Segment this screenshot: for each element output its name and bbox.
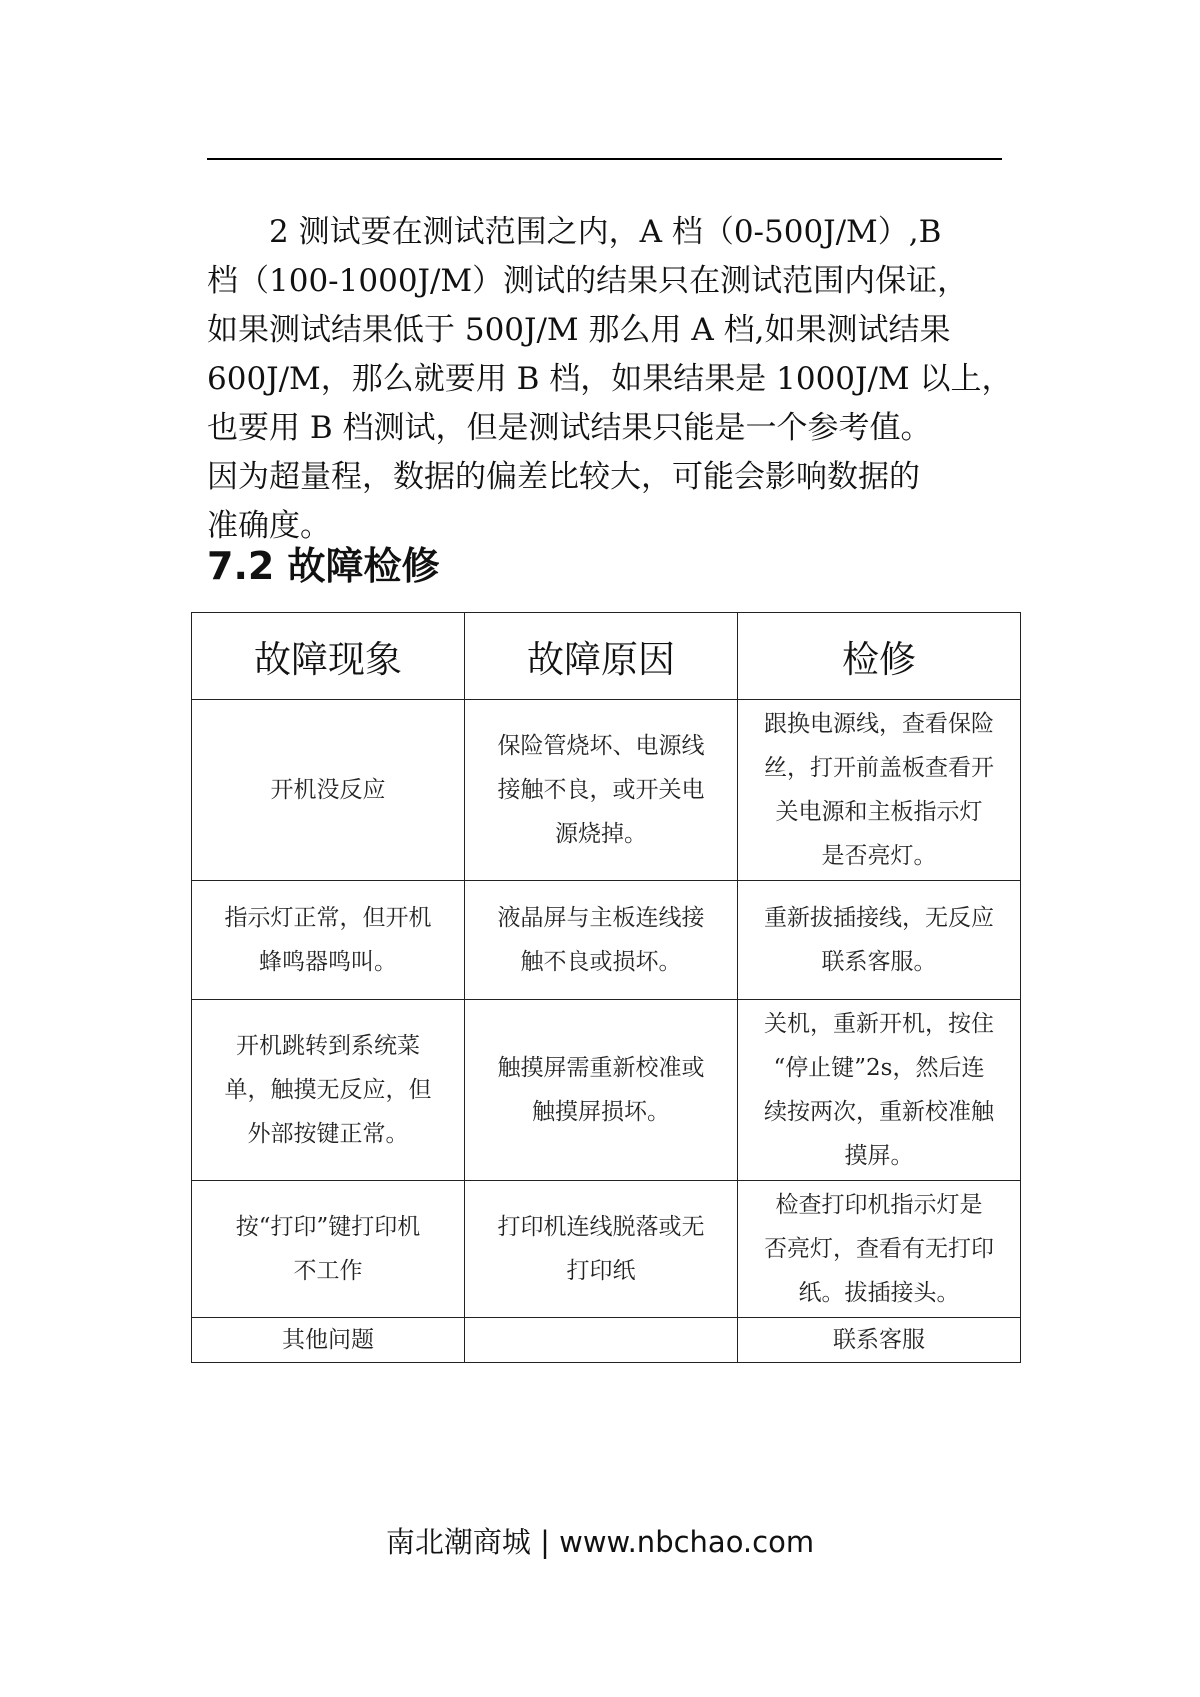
paragraph-line: 因为超量程，数据的偏差比较大，可能会影响数据的	[207, 459, 920, 495]
cell-line: 续按两次，重新校准触	[764, 1099, 994, 1125]
paragraph-line: 档（100-1000J/M）测试的结果只在测试范围内保证，	[207, 263, 969, 299]
cell-line: 纸。拔插接头。	[798, 1280, 960, 1306]
cell-line: 蜂鸣器鸣叫。	[259, 949, 397, 975]
cell-cause	[465, 700, 738, 881]
cell-line: 联系客服。	[821, 949, 937, 975]
cell-cause	[465, 881, 738, 1000]
cell-symptom	[192, 1318, 465, 1363]
cell-line: 不工作	[293, 1258, 363, 1284]
cell-cause	[465, 1181, 738, 1318]
cell-line: 接触不良，或开关电	[497, 777, 705, 803]
cell-line: 外部按键正常。	[247, 1121, 409, 1147]
cell-line: 按“打印”键打印机	[235, 1214, 421, 1240]
cell-repair	[738, 700, 1021, 881]
cell-line: “停止键”2s，然后连	[773, 1055, 985, 1081]
cell-repair	[738, 1318, 1021, 1363]
paragraph-line: 如果测试结果低于 500J/M 那么用 A 档,如果测试结果	[207, 312, 951, 348]
cell-repair	[738, 1000, 1021, 1181]
table-row	[192, 1181, 1021, 1318]
cell-line: 关电源和主板指示灯	[775, 799, 983, 825]
cell-line: 开机跳转到系统菜	[236, 1033, 420, 1059]
cell-line: 其他问题	[282, 1327, 374, 1353]
header-repair: 检修	[738, 613, 1021, 700]
header-symptom: 故障现象	[192, 613, 465, 700]
cell-line: 重新拔插接线，无反应	[764, 905, 994, 931]
cell-line: 打印机连线脱落或无	[497, 1214, 705, 1240]
cell-repair	[738, 881, 1021, 1000]
table-row	[192, 1318, 1021, 1363]
header-rule	[207, 158, 1002, 160]
cell-line: 指示灯正常，但开机	[224, 905, 432, 931]
cell-repair	[738, 1181, 1021, 1318]
paragraph-line: 600J/M，那么就要用 B 档，如果结果是 1000J/M 以上，	[207, 361, 1013, 397]
cell-line: 否亮灯，查看有无打印	[764, 1236, 994, 1262]
cell-line: 是否亮灯。	[821, 843, 937, 869]
table-row	[192, 1000, 1021, 1181]
cell-line: 触摸屏需重新校准或	[497, 1055, 705, 1081]
cell-cause	[465, 1000, 738, 1181]
cell-line: 关机，重新开机，按住	[764, 1011, 994, 1037]
cell-line: 保险管烧坏、电源线	[497, 733, 705, 759]
cell-line: 单，触摸无反应，但	[224, 1077, 432, 1103]
cell-line: 检查打印机指示灯是	[775, 1192, 983, 1218]
cell-symptom	[192, 881, 465, 1000]
cell-symptom	[192, 1000, 465, 1181]
cell-line: 开机没反应	[270, 777, 386, 803]
cell-line: 跟换电源线，查看保险	[764, 711, 994, 737]
paragraph-line: 准确度。	[207, 508, 331, 544]
body-paragraph	[207, 208, 1013, 551]
cell-cause	[465, 1318, 738, 1363]
cell-line: 打印纸	[566, 1258, 636, 1284]
cell-line: 触不良或损坏。	[520, 949, 682, 975]
cell-symptom	[192, 1181, 465, 1318]
cell-line: 联系客服	[833, 1327, 925, 1353]
cell-line: 摸屏。	[844, 1143, 914, 1169]
table-row	[192, 700, 1021, 881]
table-header-row	[192, 613, 1021, 700]
table-row	[192, 881, 1021, 1000]
cell-line: 源烧掉。	[555, 821, 647, 847]
header-cause: 故障原因	[465, 613, 738, 700]
cell-line: 触摸屏损坏。	[532, 1099, 670, 1125]
cell-line: 液晶屏与主板连线接	[497, 905, 705, 931]
fault-table	[191, 612, 1021, 1363]
paragraph-line: 也要用 B 档测试，但是测试结果只能是一个参考值。	[207, 410, 932, 446]
footer-site-link[interactable]: 南北潮商城 | www.nbchao.com	[385, 1525, 815, 1559]
section-title: 7.2 故障检修	[207, 544, 440, 588]
cell-symptom	[192, 700, 465, 881]
cell-line: 丝，打开前盖板查看开	[764, 755, 994, 781]
paragraph-line: 2 测试要在测试范围之内，A 档（0-500J/M）,B	[207, 214, 942, 250]
